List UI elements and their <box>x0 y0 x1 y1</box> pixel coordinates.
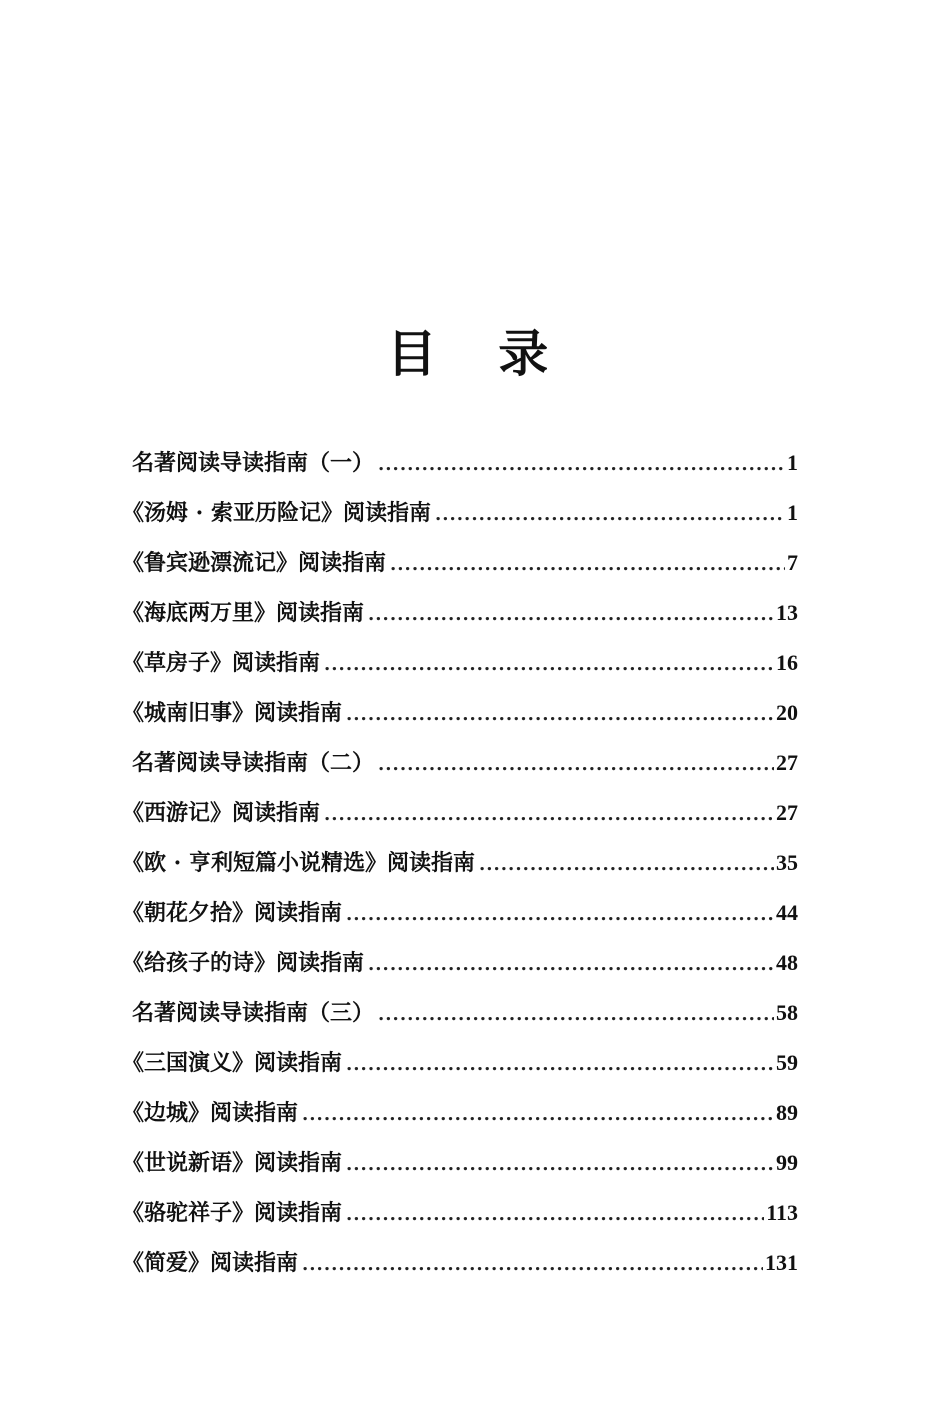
table-of-contents <box>122 438 798 1288</box>
toc-entry-title: 《简爱》阅读指南 <box>122 1250 299 1276</box>
toc-entry[interactable] <box>122 938 798 988</box>
toc-page-number: 7 <box>787 550 798 575</box>
toc-entry-title: 《草房子》阅读指南 <box>122 650 321 676</box>
toc-entry[interactable] <box>122 638 798 688</box>
toc-page-number: 48 <box>776 950 798 975</box>
toc-page-number: 13 <box>776 600 798 625</box>
toc-entry-title: 《三国演义》阅读指南 <box>122 1050 343 1076</box>
toc-entry[interactable] <box>122 1238 798 1288</box>
dot-leader <box>378 990 774 1040</box>
dot-leader <box>378 440 785 490</box>
toc-entry-title: 名著阅读导读指南（一） <box>132 450 375 476</box>
dot-leader <box>346 1190 764 1240</box>
toc-page-number: 1 <box>787 450 798 475</box>
page-title: 目 录 <box>386 323 571 383</box>
dot-leader <box>435 490 785 540</box>
dot-leader <box>302 1240 763 1290</box>
toc-entry-title: 名著阅读导读指南（二） <box>132 750 375 776</box>
toc-entry-title: 名著阅读导读指南（三） <box>132 1000 375 1026</box>
toc-entry[interactable] <box>122 538 798 588</box>
dot-leader <box>302 1090 774 1140</box>
dot-leader <box>368 590 774 640</box>
dot-leader <box>324 790 774 840</box>
toc-entry[interactable] <box>122 1188 798 1238</box>
dot-leader <box>346 690 774 740</box>
toc-entry-title: 《边城》阅读指南 <box>122 1100 299 1126</box>
toc-entry-title: 《城南旧事》阅读指南 <box>122 700 343 726</box>
toc-entry[interactable] <box>122 788 798 838</box>
toc-page-number: 1 <box>787 500 798 525</box>
toc-page-number: 99 <box>776 1150 798 1175</box>
toc-entry[interactable] <box>122 688 798 738</box>
toc-page-number: 59 <box>776 1050 798 1075</box>
dot-leader <box>479 840 774 890</box>
toc-entry[interactable] <box>122 888 798 938</box>
toc-page-number: 20 <box>776 700 798 725</box>
toc-page-number: 131 <box>765 1250 798 1275</box>
dot-leader <box>378 740 774 790</box>
dot-leader <box>346 1040 774 1090</box>
dot-leader <box>390 540 785 590</box>
toc-page-number: 58 <box>776 1000 798 1025</box>
toc-entry-title: 《骆驼祥子》阅读指南 <box>122 1200 343 1226</box>
toc-page-number: 89 <box>776 1100 798 1125</box>
toc-entry-title: 《鲁宾逊漂流记》阅读指南 <box>122 550 387 576</box>
toc-page-number: 35 <box>776 850 798 875</box>
toc-entry[interactable] <box>122 1138 798 1188</box>
toc-entry[interactable] <box>132 738 798 788</box>
toc-entry[interactable] <box>122 1088 798 1138</box>
toc-entry-title: 《欧 · 亨利短篇小说精选》阅读指南 <box>122 850 475 876</box>
dot-leader <box>346 1140 774 1190</box>
toc-entry-title: 《给孩子的诗》阅读指南 <box>122 950 365 976</box>
toc-page-number: 113 <box>766 1200 798 1225</box>
toc-entry-title: 《海底两万里》阅读指南 <box>122 600 365 626</box>
toc-entry-title: 《世说新语》阅读指南 <box>122 1150 343 1176</box>
toc-entry[interactable] <box>132 988 798 1038</box>
toc-entry-title: 《西游记》阅读指南 <box>122 800 321 826</box>
toc-page-number: 27 <box>776 750 798 775</box>
toc-page-number: 27 <box>776 800 798 825</box>
dot-leader <box>346 890 774 940</box>
toc-entry[interactable] <box>122 1038 798 1088</box>
toc-entry[interactable] <box>122 488 798 538</box>
toc-page-number: 16 <box>776 650 798 675</box>
toc-entry-title: 《汤姆 · 索亚历险记》阅读指南 <box>122 500 431 526</box>
toc-entry-title: 《朝花夕拾》阅读指南 <box>122 900 343 926</box>
dot-leader <box>368 940 774 990</box>
dot-leader <box>324 640 774 690</box>
toc-page-number: 44 <box>776 900 798 925</box>
toc-entry[interactable] <box>122 588 798 638</box>
toc-entry[interactable] <box>132 438 798 488</box>
toc-entry[interactable] <box>122 838 798 888</box>
